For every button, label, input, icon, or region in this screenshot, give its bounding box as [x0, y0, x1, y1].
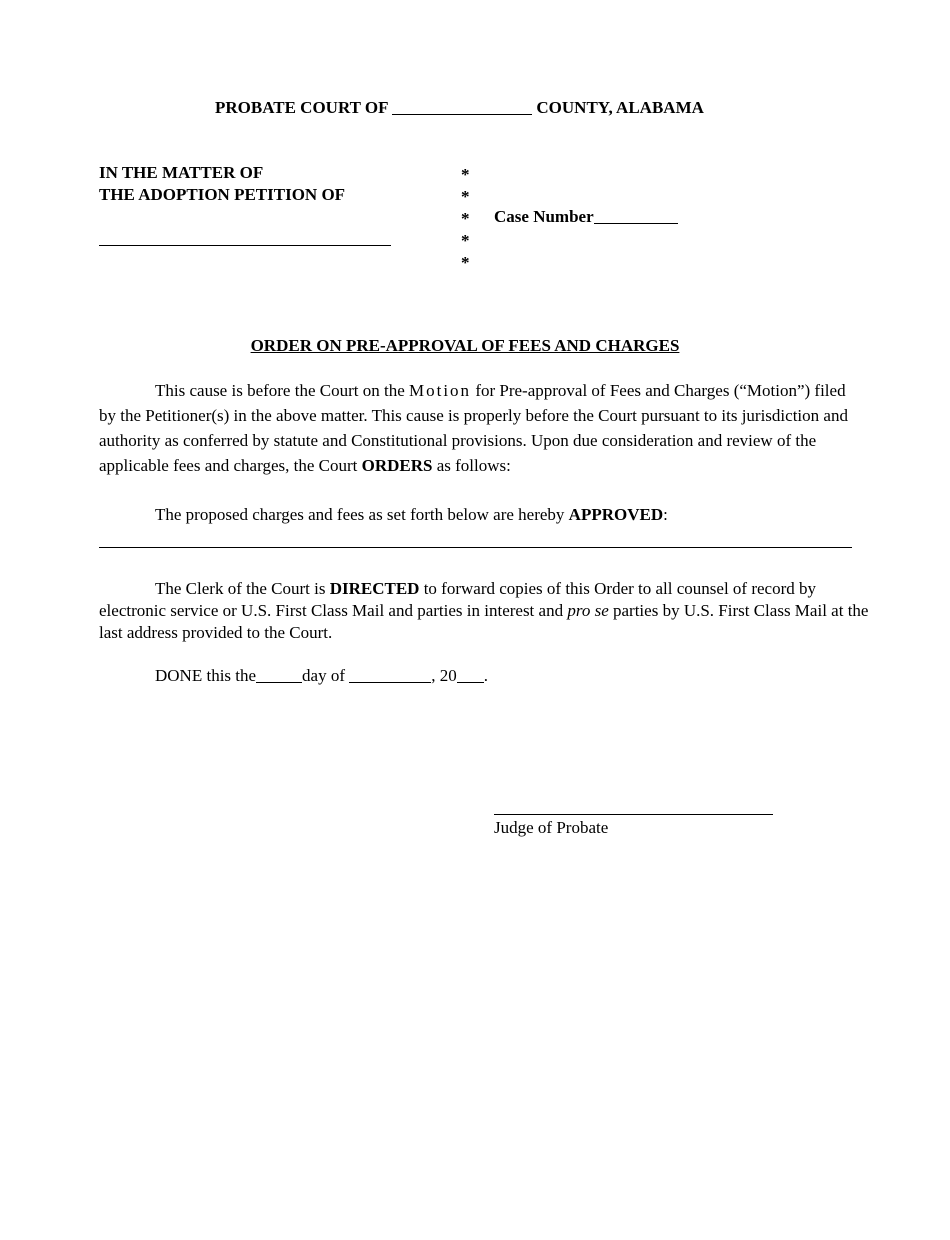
month-blank[interactable]: [349, 681, 431, 683]
done-text-b: day of: [302, 666, 346, 685]
approved-fees-blank[interactable]: [99, 547, 852, 548]
caption-star-4: *: [461, 231, 470, 250]
court-suffix: COUNTY, ALABAMA: [536, 98, 704, 117]
year-blank[interactable]: [457, 681, 484, 683]
court-heading: [215, 98, 704, 118]
p3-text-b: to forward copies of this Order to all counsel of record by electronic service or U.S. First Class Mail and parties in interest and: [99, 579, 816, 620]
caption-star-5: *: [461, 253, 470, 272]
county-blank[interactable]: [392, 113, 532, 115]
p3-directed: DIRECTED: [329, 579, 420, 598]
order-paragraph-1: [99, 378, 864, 478]
p3-text-c: parties by U.S. First Class Mail at the last address provided to the Court.: [99, 601, 869, 642]
court-prefix: PROBATE COURT OF: [215, 98, 388, 117]
p2-text-a: The proposed charges and fees as set forth below are hereby: [155, 505, 569, 524]
caption-star-3: *: [461, 209, 470, 228]
p1-text-c: as follows:: [432, 456, 511, 475]
judge-signature-line[interactable]: [494, 814, 773, 815]
done-text-d: .: [483, 666, 489, 685]
p1-orders: ORDERS: [361, 456, 433, 475]
p3-pro-se: pro se: [567, 601, 609, 620]
order-paragraph-2: [155, 505, 668, 525]
done-text-a: DONE this the: [155, 666, 257, 685]
order-title: ORDER ON PRE-APPROVAL OF FEES AND CHARGES: [250, 336, 680, 355]
judge-of-probate-label: Judge of Probate: [494, 818, 609, 837]
p3-text-a: The Clerk of the Court is: [155, 579, 330, 598]
p1-text-a: This cause is before the Court on the: [155, 381, 409, 400]
case-number-blank[interactable]: [594, 222, 678, 224]
p2-text-b: :: [663, 505, 668, 524]
caption-line-2: THE ADOPTION PETITION OF: [99, 185, 346, 204]
case-number-label: Case Number: [494, 207, 594, 226]
caption-line-1: IN THE MATTER OF: [99, 163, 264, 182]
p2-approved: APPROVED: [568, 505, 664, 524]
caption-star-1: *: [461, 165, 470, 184]
p1-motion: Motion: [409, 381, 472, 400]
order-paragraph-3: [99, 578, 869, 644]
petitioner-name-blank[interactable]: [99, 245, 391, 246]
p1-text-b: for Pre-approval of Fees and Charges (“Motion”) filed by the Petitioner(s) in the above matter. This cause is properly before the Court pursuant to its jurisdiction and authority as conferred by statute and Constitutional provisions. Upon due consideration and review of the applicable fees and charges, the Court: [99, 381, 848, 475]
day-blank[interactable]: [256, 681, 302, 683]
done-text-c: , 20: [431, 666, 457, 685]
case-number: [494, 207, 678, 227]
caption-star-2: *: [461, 187, 470, 206]
done-line: [155, 666, 488, 686]
